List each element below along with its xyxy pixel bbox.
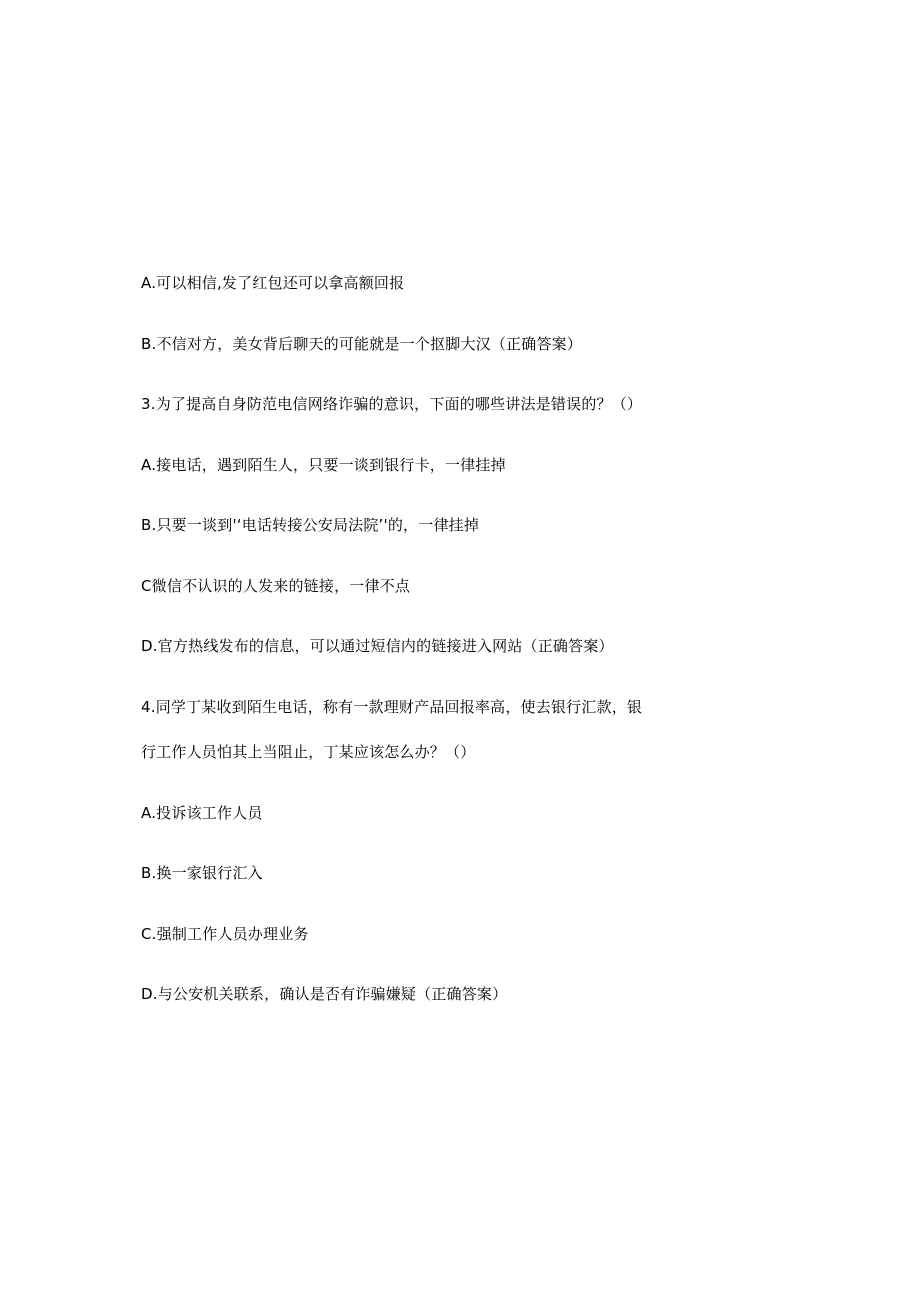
- option-a-q2: A.可以相信,发了红包还可以拿高额回报: [141, 274, 405, 292]
- option-c-q4: C.强制工作人员办理业务: [141, 925, 309, 943]
- option-a-q3: A.接电话，遇到陌生人，只要一谈到银行卡，一律挂掉: [141, 456, 506, 474]
- option-d-q3: D.官方热线发布的信息，可以通过短信内的链接进入网站（正确答案）: [141, 637, 614, 655]
- question-4-line-1: 4.同学丁某收到陌生电话，称有一款理财产品回报率高，使去银行汇款，银: [141, 698, 643, 716]
- option-a-q4: A.投诉该工作人员: [141, 804, 263, 822]
- option-c-q3: C微信不认识的人发来的链接，一律不点: [141, 577, 411, 595]
- option-b-q4: B.换一家银行汇入: [141, 864, 263, 882]
- option-d-q4: D.与公安机关联系，确认是否有诈骗嫌疑（正确答案）: [141, 985, 508, 1003]
- option-b-q2: B.不信对方，美女背后聊天的可能就是一个抠脚大汉（正确答案）: [141, 335, 583, 353]
- option-b-q3: B.只要一谈到'‘电话转接公安局法院’'的，一律挂掉: [141, 516, 480, 534]
- question-4-line-2: 行工作人员怕其上当阻止，丁某应该怎么办？（）: [141, 743, 476, 761]
- question-3: 3.为了提高自身防范电信网络诈骗的意识，下面的哪些讲法是错误的？（）: [141, 395, 643, 413]
